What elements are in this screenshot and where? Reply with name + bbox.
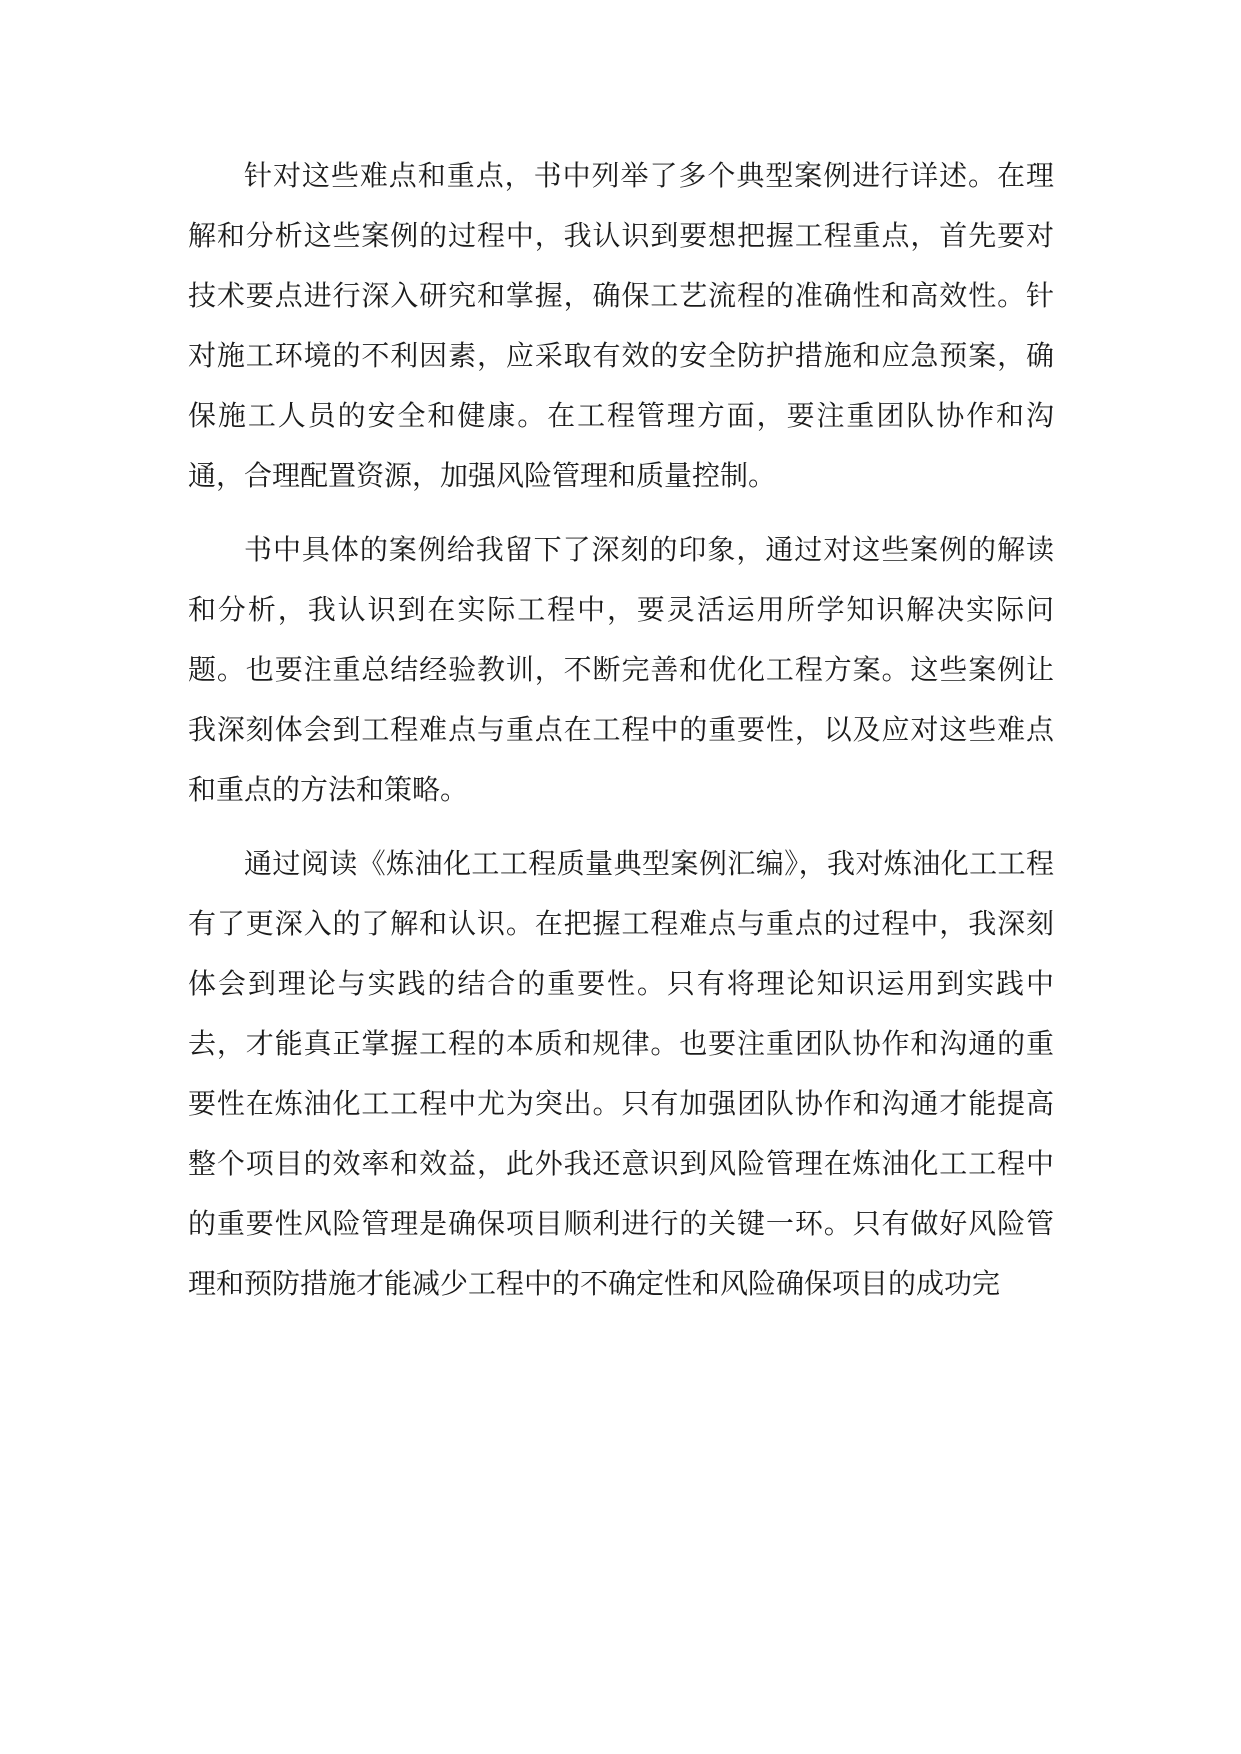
paragraph-2: 书中具体的案例给我留下了深刻的印象，通过对这些案例的解读和分析，我认识到在实际工程中，要灵活运用所学知识解决实际问题。也要注重总结经验教训，不断完善和优化工程方案。这些案例让我深刻体会到工程难点与重点在工程中的重要性，以及应对这些难点和重点的方法和策略。 xyxy=(188,533,1054,806)
document-body xyxy=(188,146,1054,1328)
paragraph-1: 针对这些难点和重点，书中列举了多个典型案例进行详述。在理解和分析这些案例的过程中，我认识到要想把握工程重点，首先要对技术要点进行深入研究和掌握，确保工艺流程的准确性和高效性。针对施工环境的不利因素，应采取有效的安全防护措施和应急预案，确保施工人员的安全和健康。在工程管理方面，要注重团队协作和沟通，合理配置资源，加强风险管理和质量控制。 xyxy=(188,159,1054,492)
paragraph-3: 通过阅读《炼油化工工程质量典型案例汇编》，我对炼油化工工程有了更深入的了解和认识。在把握工程难点与重点的过程中，我深刻体会到理论与实践的结合的重要性。只有将理论知识运用到实践中去，才能真正掌握工程的本质和规律。也要注重团队协作和沟通的重要性在炼油化工工程中尤为突出。只有加强团队协作和沟通才能提高整个项目的效率和效益，此外我还意识到风险管理在炼油化工工程中的重要性风险管理是确保项目顺利进行的关键一环。只有做好风险管理和预防措施才能减少工程中的不确定性和风险确保项目的成功完 xyxy=(188,847,1054,1300)
